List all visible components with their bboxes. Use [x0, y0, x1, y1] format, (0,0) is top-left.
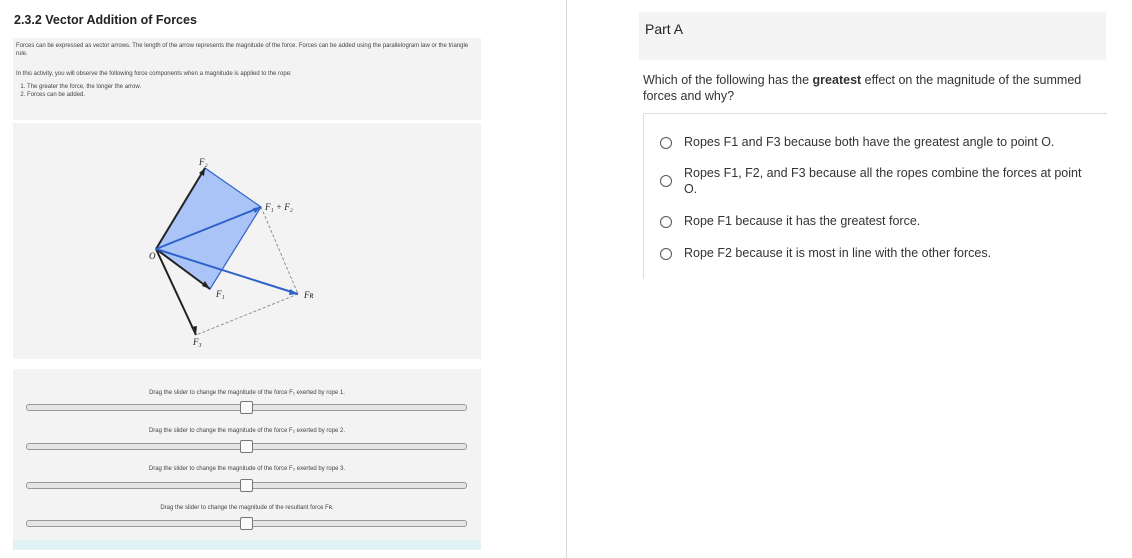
option-label: Rope F2 because it is most in line with the other forces.	[684, 246, 992, 260]
part-header	[639, 12, 1106, 60]
arrowhead	[191, 326, 197, 335]
part-title: Part A	[645, 21, 684, 37]
slider-label-f2: Drag the slider to change the magnitude of the force F₂ exerted by rope 2.	[148, 428, 346, 434]
intro-instruction: In this activity, you will observe the following force components when a magnitude is applied to the rope:	[16, 71, 292, 77]
option-label: Ropes F1, F2, and F3 because all the ropes combine the forces at point O.	[684, 166, 1082, 196]
label-o: O	[149, 251, 156, 261]
footer-strip	[13, 540, 481, 550]
activity-title: 2.3.2 Vector Addition of Forces	[14, 13, 197, 27]
question-emphasis: greatest	[812, 73, 862, 87]
force-diagram-panel	[13, 123, 481, 359]
slider-thumb-f2[interactable]	[240, 440, 253, 453]
answer-options	[643, 113, 1107, 279]
label-f1: F₁	[216, 289, 225, 299]
radio-button[interactable]	[660, 248, 672, 260]
question-post: effect on the magnitude of the summed forces and why?	[643, 73, 1082, 103]
force-diagram	[13, 123, 481, 359]
label-f2: F₂	[199, 157, 208, 167]
dashed-line	[196, 294, 298, 335]
slider-thumb-f3[interactable]	[240, 479, 253, 492]
question-pre: Which of the following has the	[643, 73, 813, 87]
slider-thumb-resultant[interactable]	[240, 517, 253, 530]
radio-button[interactable]	[660, 175, 672, 187]
option-label: Ropes F1 and F3 because both have the greatest angle to point O.	[684, 135, 1055, 149]
label-f1-plus-f2: F₁ + F₂	[265, 202, 293, 212]
intro-list	[13, 84, 141, 99]
label-f3: F₃	[193, 337, 202, 347]
slider-thumb-f1[interactable]	[240, 401, 253, 414]
list-item: 1. The greater the force, the longer the arrow.	[27, 84, 141, 92]
panel-divider	[566, 0, 567, 558]
intro-paragraph: Forces can be expressed as vector arrows. The length of the arrow represents the magnitude of the force. Forces can be added using the parallelogram law or the triangle rule.	[16, 43, 469, 57]
slider-panel	[13, 369, 481, 549]
radio-button[interactable]	[660, 137, 672, 149]
list-item: 2. Forces can be added.	[27, 92, 141, 100]
slider-label-f1: Drag the slider to change the magnitude of the force F₁ exerted by rope 1.	[149, 390, 345, 396]
question-text	[643, 72, 1113, 104]
dashed-line	[261, 207, 298, 294]
label-fr: Fʀ	[304, 290, 314, 300]
option-label: Rope F1 because it has the greatest force.	[684, 214, 921, 228]
slider-label-resultant: Drag the slider to change the magnitude of the resultant force Fʀ.	[160, 505, 334, 511]
radio-button[interactable]	[660, 216, 672, 228]
slider-label-f3: Drag the slider to change the magnitude of the force F₃ exerted by rope 3.	[148, 466, 346, 472]
intro-box	[13, 38, 481, 120]
